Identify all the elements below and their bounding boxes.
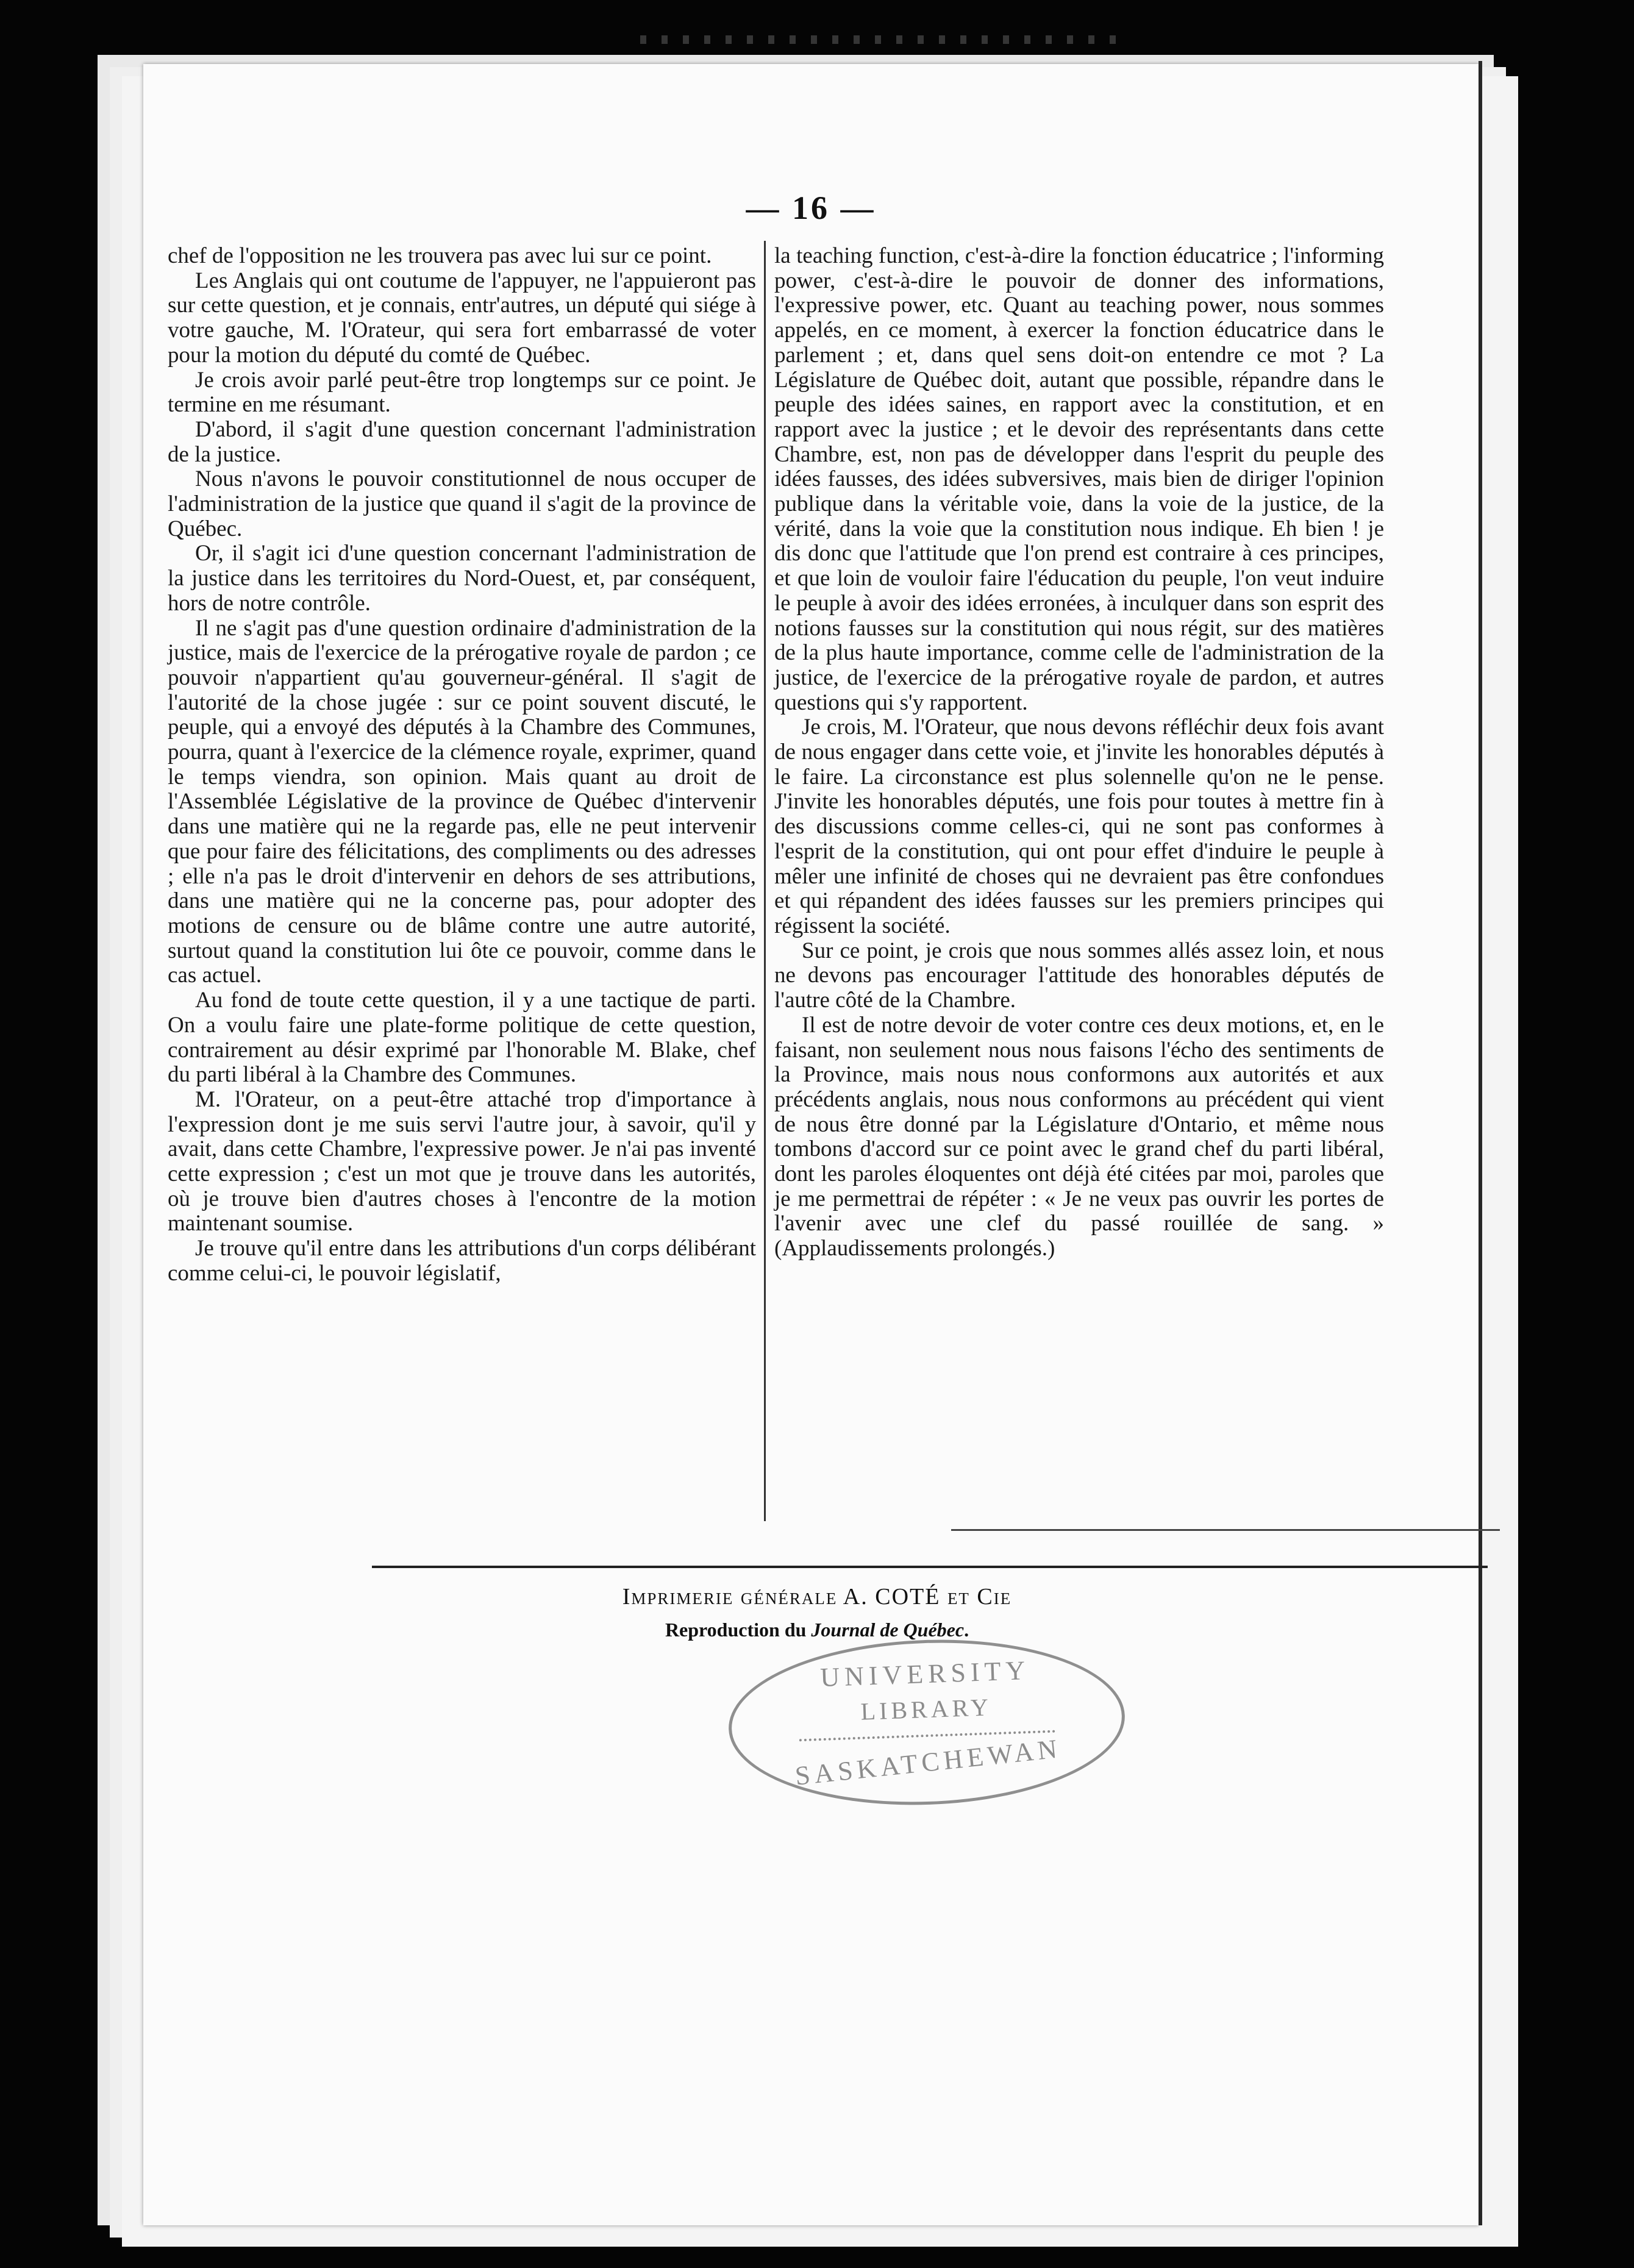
printer-imprint: Imprimerie générale A. COTÉ et Cie <box>622 1584 1012 1610</box>
paragraph: Au fond de toute cette question, il y a une tactique de parti. On a voulu faire une plate-forme politique de cette question, contrairement au désir exprimé par l'honorable M. Blake, chef du parti libéral à la Chambre des Communes. <box>168 988 756 1088</box>
paragraph: Je crois avoir parlé peut-être trop longtemps sur ce point. Je termine en me résumant. <box>168 367 756 418</box>
paragraph: Je trouve qu'il entre dans les attributions d'un corps délibérant comme celui-ci, le pouvoir législatif, <box>168 1236 756 1286</box>
left-text-column <box>168 244 756 1286</box>
stamp-university: UNIVERSITY <box>819 1655 1030 1693</box>
scan-edge-artifact <box>640 35 1128 44</box>
paragraph: Les Anglais qui ont coutume de l'appuyer, ne l'appuieront pas sur cette question, et je connais, entr'autres, un député qui siége à votre gauche, M. l'Orateur, qui sera fort embarrassé de voter pour la motion du député du comté de Québec. <box>168 268 756 368</box>
column-end-rule <box>951 1529 1500 1531</box>
paragraph: Il ne s'agit pas d'une question ordinaire d'administration de la justice, mais de l'exercice de la prérogative royale de pardon ; ce pouvoir n'appartient qu'au gouverneur-général. Il s'agit de l'autorité de la chose jugée : sur ce point souvent discuté, le peuple, qui a envoyé des députés à la Chambre des Communes, pourra, quant à l'exercice de la clémence royale, exprimer, quand le temps viendra, son opinion. Mais quant au droit de l'Assemblée Législative de la province de Québec d'intervenir dans une matière qui ne la regarde pas, elle ne peut intervenir que pour faire des félicitations, des compliments ou des adresses ; elle n'a pas le droit d'intervenir en dehors de ses attributions, dans une matière qui ne la concerne pas, pour adopter des motions de censure ou de blâme contre une autre autorité, surtout quand la constitution lui ôte ce pouvoir, comme dans le cas actuel. <box>168 615 756 988</box>
paragraph: Il est de notre devoir de voter contre ces deux motions, et, en le faisant, non seulement nous nous faisons l'écho des sentiments de la Province, mais nous nous conformons aux autorités et aux précédents anglais, nous nous conformons au précédent qui vient de nous être donné par la Législature d'Ontario, et même nous tombons d'accord sur ce point avec le grand chef du parti libéral, dont les paroles éloquentes ont déjà été citées par moi, paroles que je me permettrai de répéter : « Je ne veux pas ouvrir les portes de l'avenir avec une clef du passé rouillée de sang. » (Applaudissements prolongés.) <box>774 1012 1384 1261</box>
paragraph: Sur ce point, je crois que nous sommes allés assez loin, et nous ne devons pas encourager l'attitude des honorables députés de l'autre côté de la Chambre. <box>774 938 1384 1013</box>
reproduction-note <box>0 1619 1634 1641</box>
paragraph: D'abord, il s'agit d'une question concernant l'administration de la justice. <box>168 416 756 467</box>
reproduction-prefix: Reproduction du <box>665 1619 812 1641</box>
stamp-saskatchewan: SASKATCHEWAN <box>793 1733 1063 1791</box>
paragraph: Or, il s'agit ici d'une question concernant l'administration de la justice dans les territoires du Nord-Ouest, et, par conséquent, hors de notre contrôle. <box>168 541 756 616</box>
footer-rule <box>372 1566 1488 1568</box>
paragraph: Je crois, M. l'Orateur, que nous devons réfléchir deux fois avant de nous engager dans cette voie, et j'invite les honorables députés à le faire. La circonstance est plus solennelle qu'on ne le pense. J'invite les honorables députés, une fois pour toutes à mettre fin à des discussions comme celles-ci, qui ne sont pas conformes à l'esprit de la constitution, qui ont pour effet d'induire le peuple à mêler une infinité de choses qui ne devraient pas être confondues et qui répandent des idées fausses sur les premiers principes qui régissent la société. <box>774 715 1384 938</box>
paragraph: la teaching function, c'est-à-dire la fonction éducatrice ; l'informing power, c'est-à-dire le pouvoir de donner des informations, l'expressive power, etc. Quant au teaching power, nous sommes appelés, en ce moment, à exercer la fonction éducatrice dans le parlement ; et, dans quel sens doit-on entendre ce mot ? La Législature de Québec doit, autant que possible, répandre dans le peuple des idées saines, en rapport avec la constitution, et en rapport avec la justice ; et le devoir des représentants dans cette Chambre, est, non pas de développer dans l'esprit du peuple des idées fausses, des idées subversives, mais bien de diriger l'opinion publique dans la véritable voie, dans la voie de la justice, de la vérité, dans la voie que la constitution nous indique. Eh bien ! je dis donc que l'attitude que l'on prend est contraire à ces principes, et que loin de vouloir faire l'éducation du peuple, l'on veut induire le peuple à avoir des idées erronées, à inculquer dans son esprit des notions fausses sur la constitution qui nous régit, sur des matières de la plus haute importance, comme celle de l'administration de la justice, de l'exercice de la prérogative royale de pardon, et autres questions qui s'y rapportent. <box>774 243 1384 715</box>
page-edge-line <box>1479 61 1482 2225</box>
paragraph: chef de l'opposition ne les trouvera pas avec lui sur ce point. <box>168 243 712 268</box>
column-divider <box>764 241 766 1521</box>
paragraph: M. l'Orateur, on a peut-être attaché trop d'importance à l'expression dont je me suis servi l'autre jour, à savoir, qu'il y avait, dans cette Chambre, l'expressive power. Je n'ai pas inventé cette expression ; c'est un mot que je trouve dans les autorités, où je trouve bien d'autres choses à l'encontre de la motion maintenant soumise. <box>168 1086 756 1236</box>
reproduction-suffix: . <box>964 1619 969 1641</box>
stamp-library: LIBRARY <box>860 1693 993 1725</box>
journal-title: Journal de Québec <box>811 1619 965 1641</box>
page-number: — 16 — <box>746 190 876 226</box>
right-text-column <box>774 244 1384 1261</box>
paragraph: Nous n'avons le pouvoir constitutionnel de nous occuper de l'administration de la justice que quand il s'agit de la province de Québec. <box>168 466 756 541</box>
